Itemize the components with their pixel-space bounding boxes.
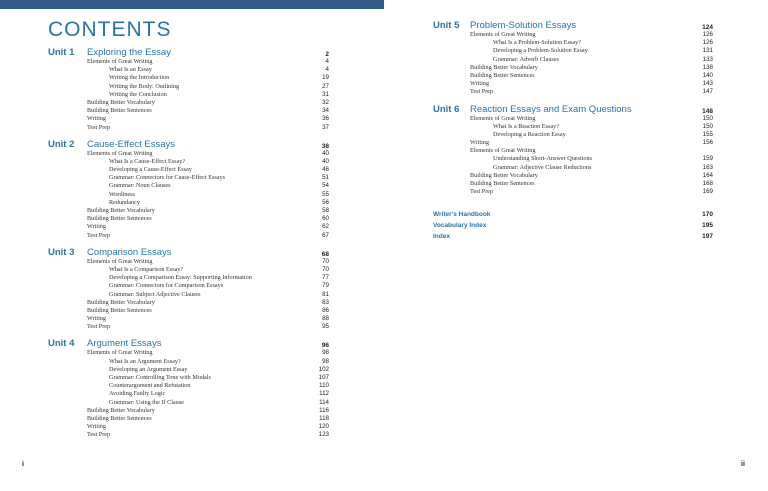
toc-entry[interactable]	[433, 172, 713, 180]
unit-section	[48, 247, 329, 332]
toc-entry[interactable]	[433, 56, 713, 64]
toc-entry-page: 140	[702, 71, 713, 79]
toc-entry-page: 118	[319, 414, 329, 422]
toc-entry-title: Building Better Sentences	[87, 215, 152, 223]
toc-entry[interactable]	[48, 258, 329, 266]
toc-entry-page: 116	[319, 406, 329, 414]
toc-entry-page: 19	[322, 74, 329, 82]
toc-entry-title: Building Better Vocabulary	[87, 406, 155, 414]
toc-entry[interactable]	[433, 88, 713, 96]
toc-entry-title: Grammar: Using the If Clause	[109, 398, 184, 406]
unit-page-number: 68	[321, 250, 329, 258]
back-matter-title: Vocabulary Index	[433, 222, 487, 230]
toc-entry-title: Writing	[470, 139, 489, 147]
toc-entry-page: 62	[322, 223, 329, 231]
toc-entry-page: 88	[322, 315, 329, 323]
toc-entry-title: Elements of Great Writing	[87, 58, 153, 65]
unit-label: Unit 4	[48, 338, 75, 350]
back-matter-title: Index	[433, 233, 450, 241]
toc-entry[interactable]	[48, 215, 329, 223]
unit-label: Unit 5	[433, 20, 460, 31]
toc-entry-title: Building Better Sentences	[470, 180, 535, 187]
toc-entry-page: 27	[322, 82, 329, 90]
toc-entry-page: 70	[322, 257, 329, 265]
toc-entry[interactable]	[48, 274, 329, 282]
unit-heading[interactable]	[48, 338, 329, 349]
toc-entry-page: 107	[318, 374, 329, 381]
toc-entry[interactable]	[48, 266, 329, 274]
toc-entry-title: Developing a Cause-Effect Essay	[109, 166, 192, 174]
toc-entry-page: 163	[702, 163, 713, 171]
toc-entry-page: 98	[322, 349, 329, 357]
toc-entry[interactable]	[48, 431, 329, 439]
toc-entry-page: 55	[322, 190, 329, 198]
toc-entry[interactable]	[433, 80, 713, 88]
toc-entry-title: What Is a Comparison Essay?	[109, 265, 184, 273]
toc-entry-page: 56	[322, 198, 329, 206]
toc-entry[interactable]	[48, 291, 329, 299]
unit-label: Unit 3	[48, 246, 75, 258]
toc-entry-title: Test Prep	[87, 231, 111, 239]
back-matter-title: Writer's Handbook	[433, 211, 491, 219]
toc-entry-page: 126	[702, 39, 713, 47]
toc-entry-title: Building Better Vocabulary	[87, 98, 155, 106]
toc-entry-title: Test Prep	[470, 188, 494, 196]
unit-title[interactable]: Reaction Essays and Exam Questions	[470, 103, 632, 115]
toc-entry-title: Counterargument and Refutation	[109, 382, 191, 390]
page-number-left: i	[22, 461, 24, 468]
toc-entry-title: Test Prep	[87, 431, 111, 439]
toc-entry-title: Writing the Conclusion	[109, 90, 167, 98]
toc-entry-title: Building Better Vocabulary	[470, 63, 538, 71]
unit-page-number: 38	[321, 142, 329, 150]
unit-page-number: 96	[321, 342, 329, 350]
toc-entry[interactable]	[48, 232, 329, 240]
toc-entry-page: 159	[702, 155, 713, 163]
toc-entry[interactable]	[433, 47, 713, 55]
toc-entry[interactable]	[48, 223, 329, 231]
unit-section	[48, 47, 329, 132]
toc-entry-page: 138	[702, 63, 713, 71]
unit-label: Unit 2	[48, 138, 75, 150]
toc-entry-title: Grammar: Noun Clauses	[109, 182, 171, 190]
toc-entry-title: Grammar: Adjective Clause Reductions	[493, 163, 592, 171]
toc-entry-title: Writing the Body: Outlining	[109, 82, 180, 90]
back-matter-page: 197	[702, 233, 713, 241]
toc-entry-title: Developing an Argument Essay	[109, 365, 188, 373]
toc-entry-title: Grammar: Connectors for Cause-Effect Essays	[109, 174, 226, 182]
toc-entry-page: 37	[322, 123, 329, 131]
toc-entry-page: 58	[322, 207, 329, 214]
toc-entry-title: Test Prep	[87, 123, 111, 131]
toc-entry-title: Writing	[470, 80, 489, 88]
toc-entry-page: 67	[322, 231, 329, 239]
toc-entry[interactable]	[48, 199, 329, 207]
toc-entry-title: Writing the Introduction	[109, 74, 170, 82]
toc-entry-title: What Is a Cause-Effect Essay?	[109, 157, 186, 165]
toc-entry-title: Elements of Great Writing	[470, 147, 536, 155]
unit-section	[433, 104, 713, 197]
toc-entry-page: 40	[322, 149, 329, 157]
toc-entry-title: Writing	[87, 423, 106, 431]
unit-title[interactable]: Argument Essays	[87, 338, 162, 350]
toc-entry[interactable]	[48, 282, 329, 290]
toc-entry-title: Building Better Vocabulary	[470, 171, 538, 179]
toc-entry-title: Test Prep	[470, 88, 494, 96]
toc-entry[interactable]	[433, 188, 713, 196]
toc-entry-page: 83	[322, 298, 329, 306]
toc-entry-title: What Is an Argument Essay?	[109, 357, 181, 365]
toc-entry[interactable]	[48, 349, 329, 357]
toc-entry-title: What Is a Problem-Solution Essay?	[493, 39, 581, 47]
toc-entry[interactable]	[48, 390, 329, 398]
toc-entry-page: 40	[322, 157, 329, 165]
back-matter-page: 170	[702, 211, 713, 219]
toc-entry-page: 155	[702, 130, 713, 138]
toc-entry[interactable]	[433, 147, 713, 155]
toc-entry-page: 164	[702, 171, 713, 179]
toc-entry-page: 79	[322, 282, 329, 290]
toc-entry[interactable]	[433, 155, 713, 163]
toc-entry-page: 126	[702, 31, 713, 38]
toc-entry-page: 51	[322, 174, 329, 182]
unit-title[interactable]: Problem-Solution Essays	[470, 20, 577, 31]
toc-entry-title: Building Better Sentences	[470, 71, 535, 79]
unit-label: Unit 6	[433, 103, 460, 115]
toc-entry-page: 133	[702, 55, 713, 63]
toc-entry-page: 98	[322, 357, 329, 365]
back-matter-entry[interactable]	[433, 220, 713, 231]
unit-page-number: 148	[702, 107, 713, 115]
toc-entry-title: Building Better Sentences	[87, 306, 152, 314]
toc-entry-title: Building Better Vocabulary	[87, 298, 155, 306]
page-title: CONTENTS	[48, 18, 172, 41]
toc-left-column	[48, 47, 329, 447]
toc-entry-title: Elements of Great Writing	[470, 31, 536, 38]
toc-entry-title: Wordiness	[109, 190, 135, 198]
toc-entry-title: What Is an Essay	[109, 66, 152, 74]
unit-page-number: 2	[325, 51, 329, 58]
toc-entry-page: 4	[325, 66, 329, 74]
toc-entry-page: 110	[319, 382, 329, 390]
toc-entry[interactable]	[48, 58, 329, 66]
unit-title[interactable]: Cause-Effect Essays	[87, 138, 176, 150]
toc-entry-page: 102	[318, 365, 329, 373]
toc-entry-page: 156	[702, 139, 713, 147]
toc-entry-page: 77	[322, 274, 329, 282]
toc-entry[interactable]	[433, 115, 713, 123]
toc-entry[interactable]	[48, 366, 329, 374]
toc-entry-page: 31	[322, 90, 329, 98]
toc-entry[interactable]	[48, 191, 329, 199]
toc-entry[interactable]	[433, 72, 713, 80]
toc-entry-page: 143	[702, 80, 713, 88]
unit-heading[interactable]	[433, 20, 713, 31]
toc-entry[interactable]	[48, 124, 329, 132]
toc-entry-page: 169	[702, 188, 713, 196]
toc-entry[interactable]	[433, 64, 713, 72]
toc-entry[interactable]	[48, 150, 329, 158]
back-matter-entry[interactable]	[433, 209, 713, 220]
toc-entry-title: Grammar: Connectors for Comparison Essays	[109, 282, 224, 290]
unit-label: Unit 1	[48, 47, 75, 58]
toc-entry[interactable]	[48, 99, 329, 107]
toc-entry-title: Avoiding Faulty Logic	[109, 390, 166, 398]
toc-entry-page: 34	[322, 107, 329, 115]
toc-entry-title: Elements of Great Writing	[470, 114, 536, 122]
toc-entry-page: 81	[322, 290, 329, 298]
back-matter-page: 195	[702, 222, 713, 230]
toc-entry[interactable]	[48, 307, 329, 315]
toc-entry[interactable]	[48, 315, 329, 323]
toc-entry-page: 4	[325, 58, 329, 65]
toc-entry-title: Writing	[87, 223, 106, 231]
toc-entry-title: Developing a Comparison Essay: Supporting Information	[109, 274, 252, 282]
toc-entry[interactable]	[433, 39, 713, 47]
toc-entry-title: Building Better Sentences	[87, 414, 152, 422]
page-number-right: ii	[741, 461, 745, 468]
toc-entry-page: 168	[702, 180, 713, 187]
toc-entry[interactable]	[433, 131, 713, 139]
toc-entry[interactable]	[48, 358, 329, 366]
toc-entry-title: Elements of Great Writing	[87, 349, 153, 357]
toc-entry-page: 150	[702, 114, 713, 122]
toc-entry[interactable]	[48, 158, 329, 166]
toc-entry-title: Elements of Great Writing	[87, 257, 153, 265]
toc-entry[interactable]	[48, 207, 329, 215]
toc-entry[interactable]	[433, 139, 713, 147]
unit-title[interactable]: Exploring the Essay	[87, 47, 171, 58]
unit-section	[433, 20, 713, 97]
unit-heading[interactable]	[48, 247, 329, 258]
unit-page-number: 124	[702, 24, 713, 31]
toc-entry-page: 70	[322, 265, 329, 273]
unit-section	[48, 338, 329, 439]
toc-entry-page: 86	[322, 306, 329, 314]
toc-entry-page: 147	[702, 88, 713, 96]
toc-entry[interactable]	[433, 31, 713, 39]
toc-entry-page: 95	[322, 323, 329, 331]
toc-entry[interactable]	[48, 374, 329, 382]
toc-entry[interactable]	[48, 323, 329, 331]
toc-entry-page: 46	[322, 166, 329, 174]
toc-entry-title: Redundancy	[109, 198, 140, 206]
toc-entry-title: Building Better Vocabulary	[87, 207, 155, 214]
toc-entry[interactable]	[48, 83, 329, 91]
toc-entry-title: Writing	[87, 315, 106, 323]
toc-entry-title: Building Better Sentences	[87, 107, 152, 115]
toc-entry[interactable]	[48, 174, 329, 182]
toc-entry[interactable]	[433, 180, 713, 188]
toc-entry-title: Grammar: Adverb Clauses	[493, 55, 559, 63]
toc-entry[interactable]	[48, 107, 329, 115]
toc-entry[interactable]	[48, 382, 329, 390]
toc-entry-title: Developing a Problem-Solution Essay	[493, 47, 588, 55]
toc-entry[interactable]	[48, 407, 329, 415]
toc-entry[interactable]	[48, 182, 329, 190]
toc-entry[interactable]	[48, 166, 329, 174]
toc-entry-page: 150	[702, 122, 713, 130]
unit-heading[interactable]	[48, 47, 329, 58]
unit-section	[48, 139, 329, 240]
toc-entry[interactable]	[48, 415, 329, 423]
toc-entry-title: Understanding Short-Answer Questions	[493, 155, 592, 163]
toc-entry-title: Test Prep	[87, 323, 111, 331]
toc-entry-page: 60	[322, 215, 329, 223]
toc-entry-title: Grammar: Subject Adjective Clauses	[109, 290, 201, 298]
toc-entry-title: Grammar: Controlling Tone with Modals	[109, 374, 211, 381]
toc-entry-title: Developing a Reaction Essay	[493, 130, 566, 138]
toc-entry-page: 114	[319, 398, 329, 406]
toc-entry[interactable]	[48, 115, 329, 123]
toc-entry-page: 54	[322, 182, 329, 190]
toc-entry-page: 36	[322, 115, 329, 123]
toc-entry[interactable]	[433, 123, 713, 131]
toc-entry-page: 131	[702, 47, 713, 55]
toc-entry-page: 123	[318, 431, 329, 439]
toc-entry-page: 120	[318, 423, 329, 431]
toc-entry[interactable]	[48, 74, 329, 82]
toc-entry[interactable]	[48, 91, 329, 99]
unit-heading[interactable]	[433, 104, 713, 115]
unit-title[interactable]: Comparison Essays	[87, 246, 172, 258]
toc-entry-page: 32	[322, 98, 329, 106]
toc-entry-title: Writing	[87, 115, 106, 123]
header-color-bar	[0, 0, 384, 9]
unit-heading[interactable]	[48, 139, 329, 150]
toc-entry[interactable]	[433, 164, 713, 172]
toc-entry-title: What Is a Reaction Essay?	[493, 122, 559, 130]
toc-entry[interactable]	[48, 423, 329, 431]
toc-entry[interactable]	[48, 399, 329, 407]
toc-entry[interactable]	[48, 66, 329, 74]
toc-right-column	[433, 20, 713, 242]
back-matter-entry[interactable]	[433, 231, 713, 242]
toc-entry-title: Elements of Great Writing	[87, 149, 153, 157]
toc-entry[interactable]	[48, 299, 329, 307]
toc-entry-page: 112	[319, 390, 329, 398]
